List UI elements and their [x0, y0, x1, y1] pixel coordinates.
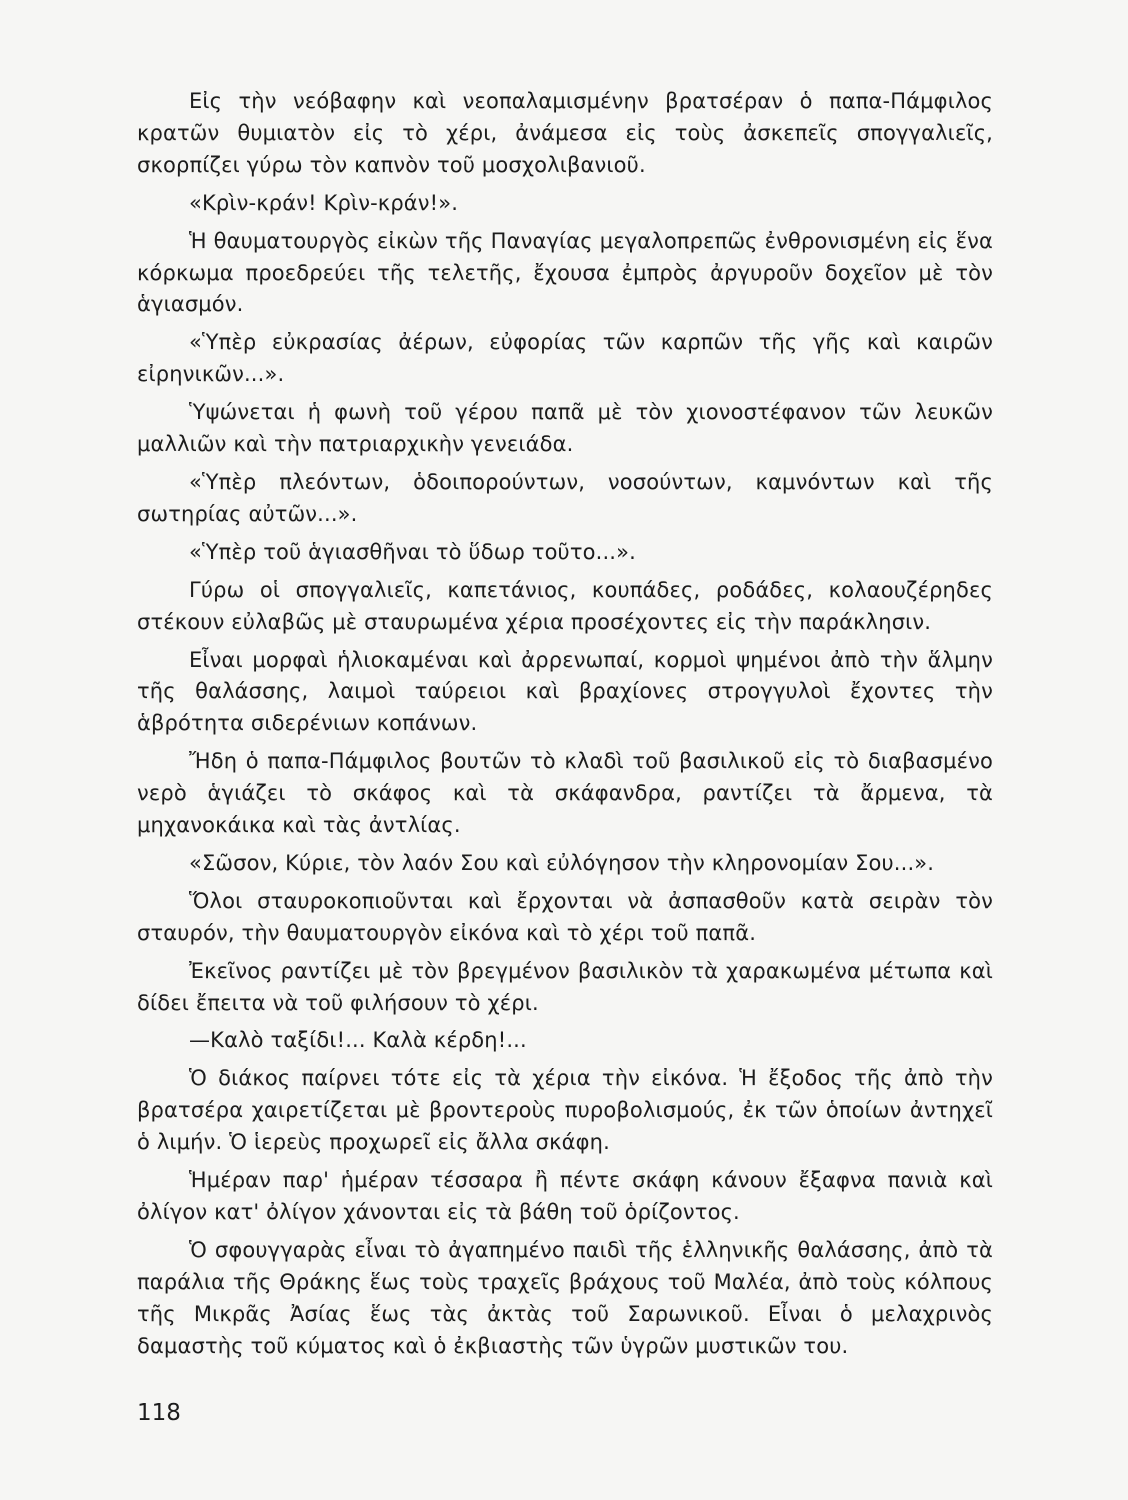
paragraph-4: «Ὑπὲρ εὐκρασίας ἀέρων, εὐφορίας τῶν καρπῶν τῆς γῆς καὶ καιρῶν εἰρηνικῶν...». [137, 330, 993, 387]
paragraph-13: Ἐκεῖνος ραντίζει μὲ τὸν βρεγμένον βασιλικὸν τὰ χαρακωμένα μέτωπα καὶ δίδει ἔπειτα νὰ τοῦ φιλήσουν τὸ χέρι. [137, 958, 993, 1015]
paragraph-15: Ὁ διάκος παίρνει τότε εἰς τὰ χέρια τὴν εἰκόνα. Ἡ ἔξοδος τῆς ἀπὸ τὴν βρατσέρα χαιρετίζεται μὲ βροντεροὺς πυροβολισμούς, ἐκ τῶν ὁποίων ἀντηχεῖ ὁ λιμήν. Ὁ ἱερεὺς προχωρεῖ εἰς ἄλλα σκάφη. [137, 1066, 993, 1155]
paragraph-17: Ὁ σφουγγαρὰς εἶναι τὸ ἀγαπημένο παιδὶ τῆς ἑλληνικῆς θαλάσσης, ἀπὸ τὰ παράλια τῆς Θράκης ἕως τοὺς τραχεῖς βράχους τοῦ Μαλέα, ἀπὸ τοὺς κόλπους τῆς Μικρᾶς Ἀσίας ἕως τὰς ἀκτὰς τοῦ Σαρωνικοῦ. Εἶναι ὁ μελαχρινὸς δαμαστὴς τοῦ κύματος καὶ ὁ ἐκβιαστὴς τῶν ὑγρῶν μυστικῶν του. [137, 1237, 993, 1358]
paragraph-3: Ἡ θαυματουργὸς εἰκὼν τῆς Παναγίας μεγαλοπρεπῶς ἐνθρονισμένη εἰς ἕνα κόρκωμα προεδρεύει τῆς τελετῆς, ἔχουσα ἐμπρὸς ἀργυροῦν δοχεῖον μὲ τὸν ἁγιασμόν. [137, 228, 993, 317]
paragraph-6: «Ὑπὲρ πλεόντων, ὁδοιπορούντων, νοσούντων, καμνόντων καὶ τῆς σωτηρίας αὐτῶν...». [137, 469, 993, 526]
page-text [137, 86, 993, 1369]
paragraph-5: Ὑψώνεται ἡ φωνὴ τοῦ γέρου παπᾶ μὲ τὸν χιονοστέφανον τῶν λευκῶν μαλλιῶν καὶ τὴν πατριαρχικὴν γενειάδα. [137, 400, 993, 457]
paragraph-1: Εἰς τὴν νεόβαφην καὶ νεοπαλαμισμένην βρατσέραν ὁ παπα-Πάμφιλος κρατῶν θυμιατὸν εἰς τὸ χέρι, ἀνάμεσα εἰς τοὺς ἀσκεπεῖς σπογγαλιεῖς, σκορπίζει γύρω τὸν καπνὸν τοῦ μοσχολιβανιοῦ. [137, 89, 993, 177]
paragraph-7: «Ὑπὲρ τοῦ ἁγιασθῆναι τὸ ὕδωρ τοῦτο...». [189, 539, 636, 564]
paragraph-9: Εἶναι μορφαὶ ἡλιοκαμέναι καὶ ἀρρενωπαί, κορμοὶ ψημένοι ἀπὸ τὴν ἅλμην τῆς θαλάσσης, λαιμοὶ ταύρειοι καὶ βραχίονες στρογγυλοὶ ἔχοντες τὴν ἁβρότητα σιδερένιων κοπάνων. [137, 647, 993, 736]
paragraph-12: Ὅλοι σταυροκοπιοῦνται καὶ ἔρχονται νὰ ἀσπασθοῦν κατὰ σειρὰν τὸν σταυρόν, τὴν θαυματουργὸν εἰκόνα καὶ τὸ χέρι τοῦ παπᾶ. [137, 888, 993, 945]
paragraph-14: —Καλὸ ταξίδι!... Καλὰ κέρδη!... [189, 1028, 527, 1053]
page-number: 118 [137, 1400, 181, 1426]
paragraph-2: «Κρὶν-κράν! Κρὶν-κράν!». [189, 190, 459, 215]
paragraph-11: «Σῶσον, Κύριε, τὸν λαόν Σου καὶ εὐλόγησον τὴν κληρονομίαν Σου...». [189, 850, 935, 875]
paragraph-16: Ἡμέραν παρ' ἡμέραν τέσσαρα ἢ πέντε σκάφη κάνουν ἔξαφνα πανιὰ καὶ ὀλίγον κατ' ὀλίγον χάνονται εἰς τὰ βάθη τοῦ ὁρίζοντος. [137, 1168, 993, 1224]
paragraph-8: Γύρω οἱ σπογγαλιεῖς, καπετάνιος, κουπάδες, ροδάδες, κολαουζέρηδες στέκουν εὐλαβῶς μὲ σταυρωμένα χέρια προσέχοντες εἰς τὴν παράκλησιν. [137, 577, 993, 634]
paragraph-10: Ἤδη ὁ παπα-Πάμφιλος βουτῶν τὸ κλαδὶ τοῦ βασιλικοῦ εἰς τὸ διαβασμένο νερὸ ἁγιάζει τὸ σκάφος καὶ τὰ σκάφανδρα, ραντίζει τὰ ἄρμενα, τὰ μηχανοκάικα καὶ τὰς ἀντλίας. [137, 749, 993, 838]
